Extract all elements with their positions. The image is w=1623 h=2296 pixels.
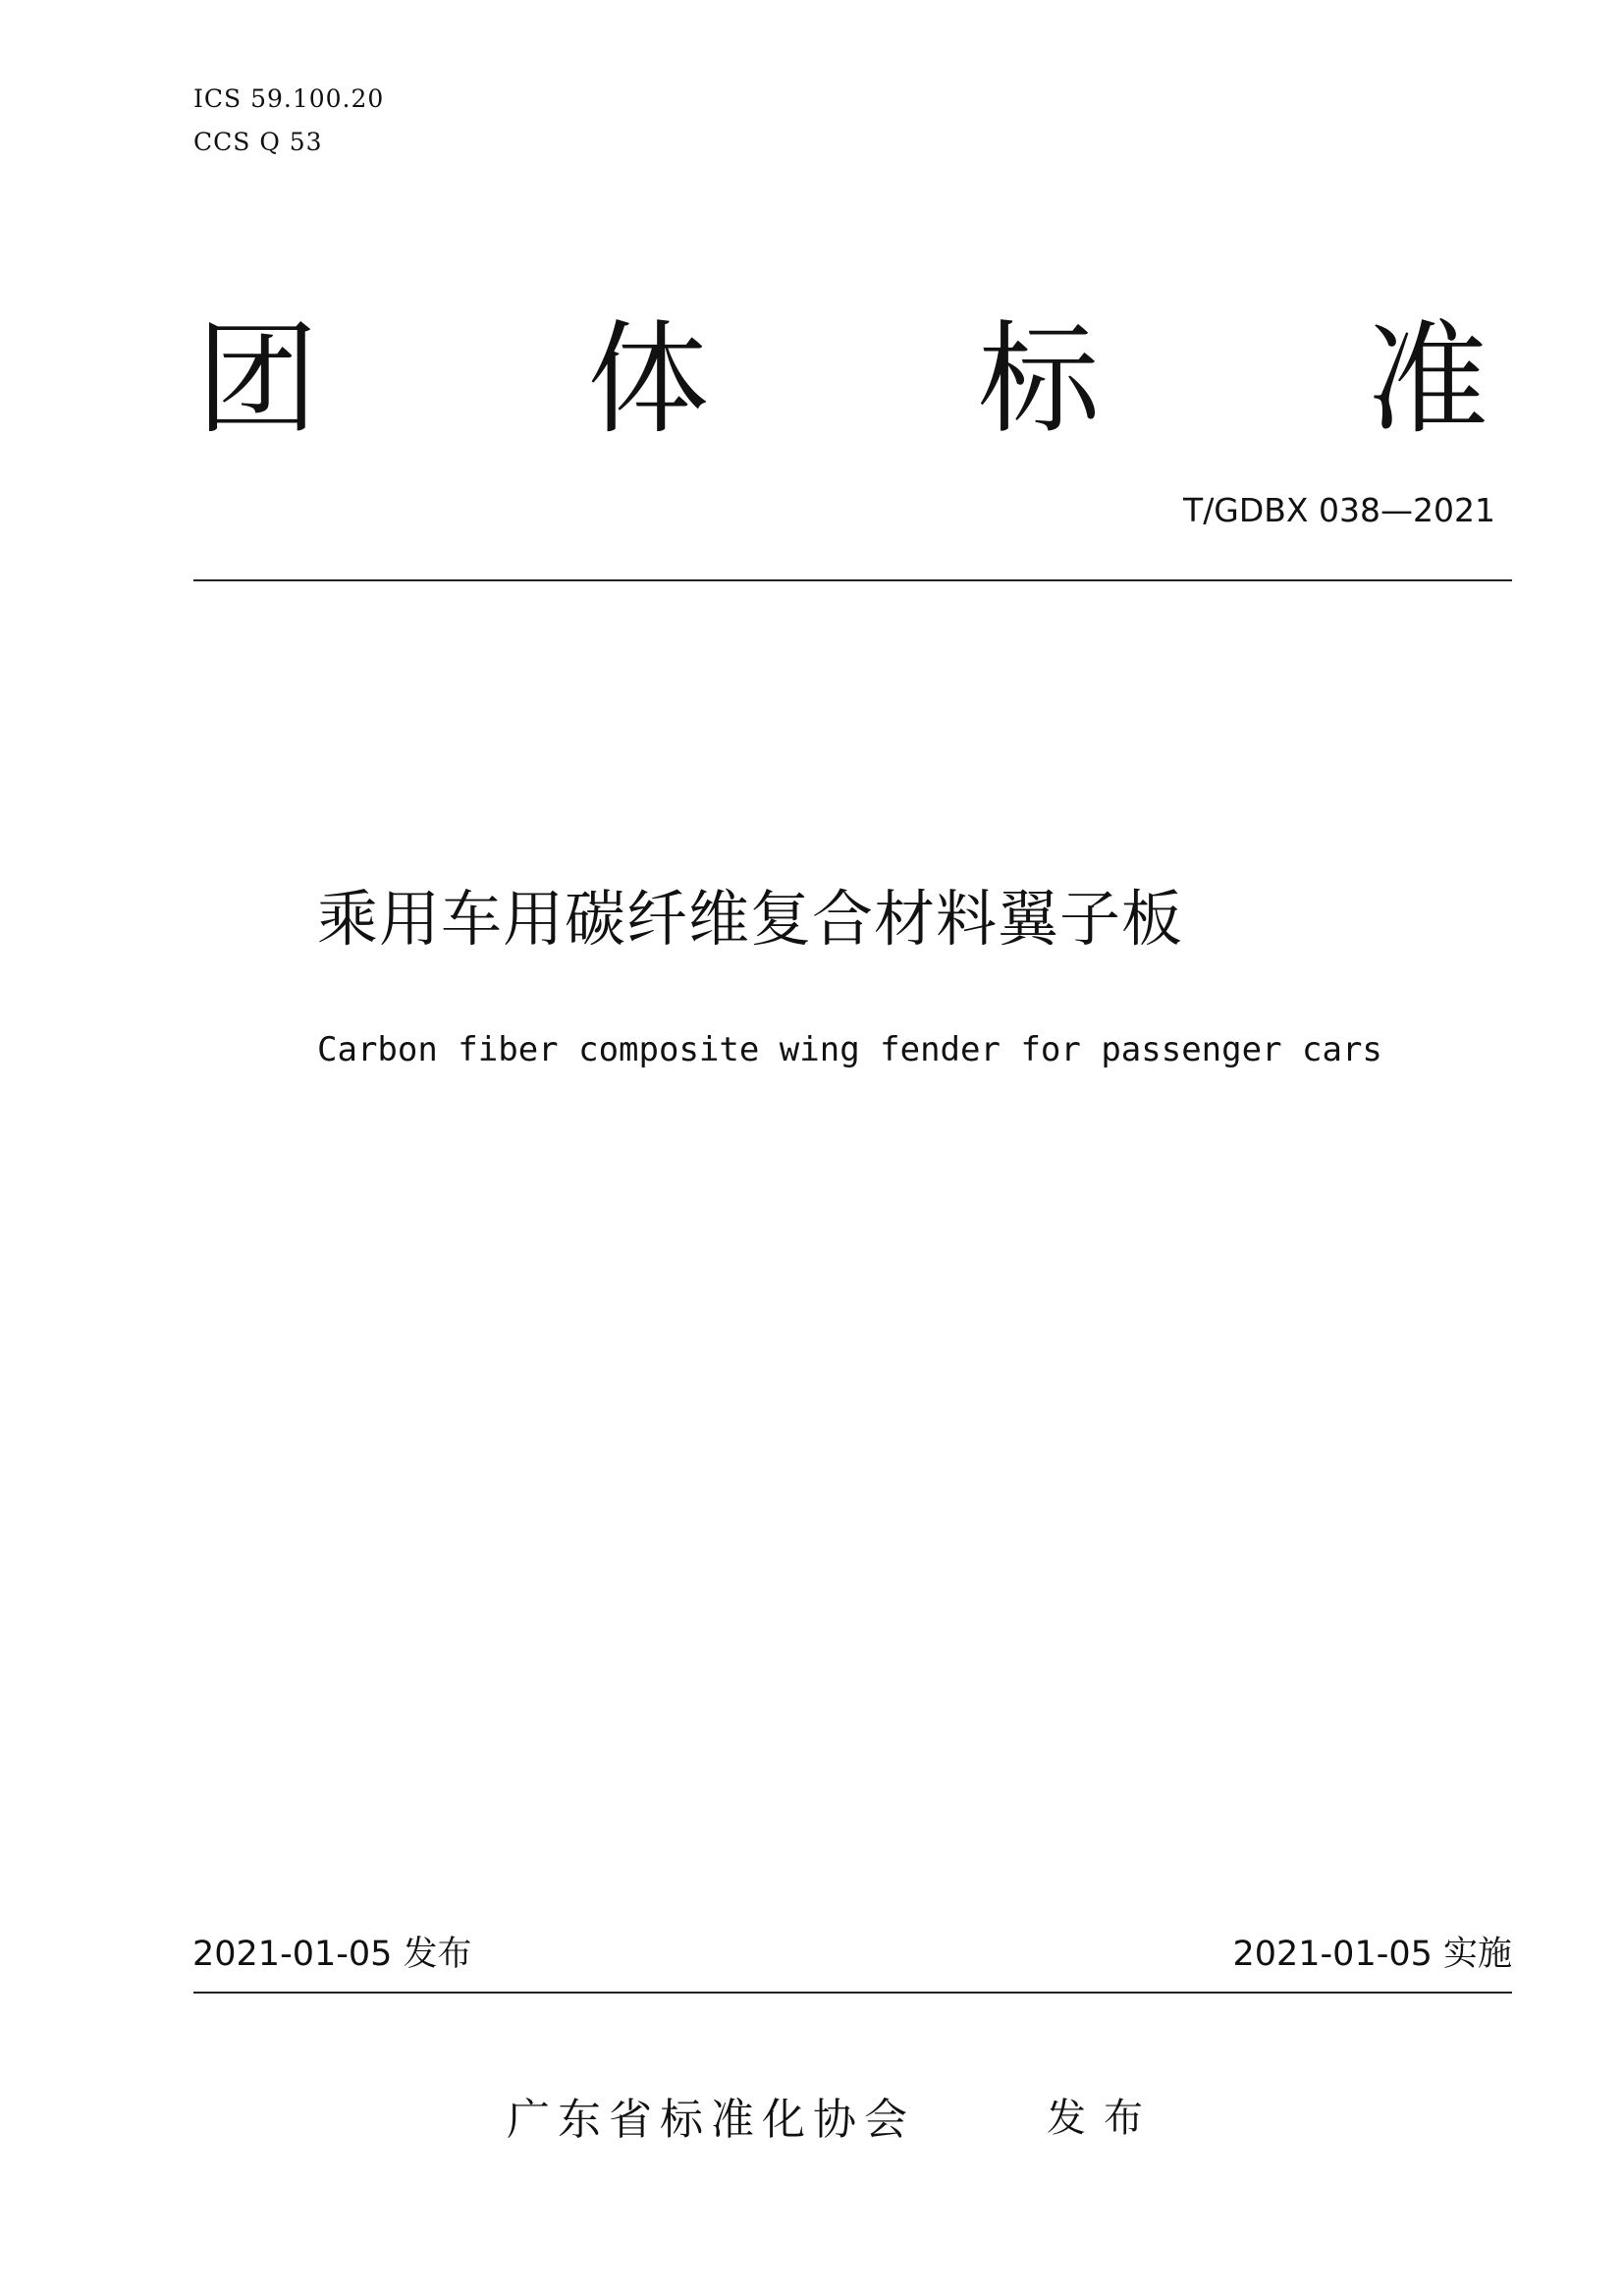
title-english: Carbon fiber composite wing fender for passenger cars <box>317 1030 1382 1069</box>
publisher-name: 广东省标准化协会 <box>507 2095 915 2145</box>
standard-code: T/GDBX 038—2021 <box>1183 491 1495 529</box>
publisher-suffix: 发布 <box>1047 2096 1161 2141</box>
standard-type-char-1: 团 <box>196 309 319 451</box>
bottom-divider <box>193 1992 1512 1994</box>
effective-date: 2021-01-05 实施 <box>1232 1935 1512 1974</box>
standard-type-char-3: 标 <box>978 309 1101 451</box>
top-divider <box>193 579 1512 581</box>
ccs-code: CCS Q 53 <box>193 128 323 156</box>
ics-code: ICS 59.100.20 <box>193 84 385 113</box>
standard-type-char-4: 准 <box>1367 309 1489 451</box>
publish-date: 2021-01-05 发布 <box>192 1935 472 1974</box>
standard-type-char-2: 体 <box>587 309 710 451</box>
title-chinese: 乘用车用碳纤维复合材料翼子板 <box>317 883 1184 955</box>
